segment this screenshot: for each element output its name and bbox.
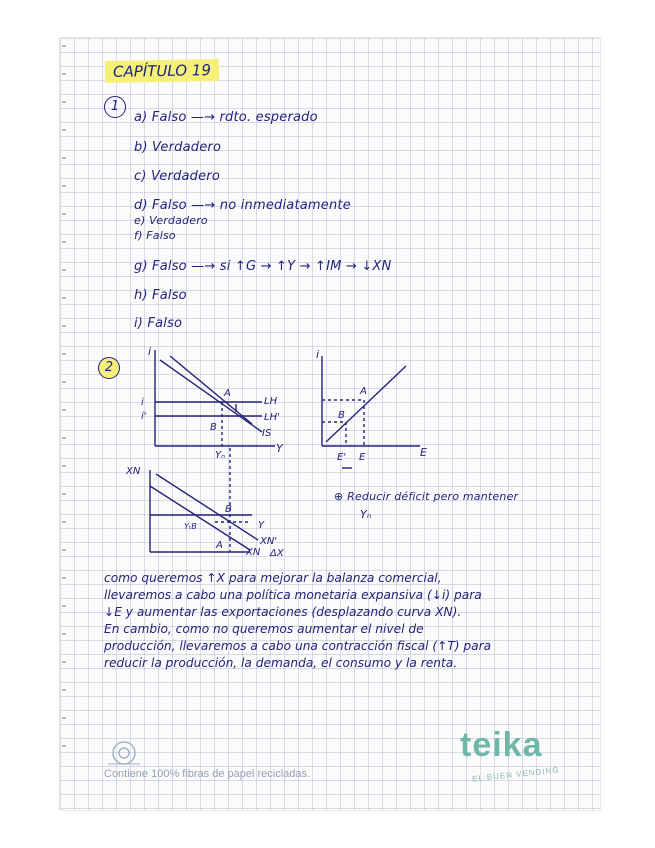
g3-label-ytb: YₜB xyxy=(184,522,197,531)
g3-label-delta-x: ΔX xyxy=(270,548,284,559)
answer-f: f) Falso xyxy=(134,229,176,242)
g3-label-xn-prime: XN' xyxy=(260,536,278,547)
answer-g: g) Falso —→ si ↑G → ↑Y → ↑IM → ↓XN xyxy=(134,259,392,274)
g2-label-a: A xyxy=(360,386,367,397)
paragraph-line: En cambio, como no queremos aumentar el nivel de xyxy=(104,622,424,636)
g1-label-b: B xyxy=(210,422,217,433)
paragraph-line: como queremos ↑X para mejorar la balanza comercial, xyxy=(104,571,442,585)
answer-a: a) Falso —→ rdto. esperado xyxy=(134,110,318,125)
answer-c: c) Verdadero xyxy=(134,169,220,184)
section-2-number: 2 xyxy=(98,357,120,379)
answer-d: d) Falso —→ no inmediatamente xyxy=(134,198,351,213)
explanation-paragraph xyxy=(104,570,594,672)
g3-label-a: A xyxy=(216,540,223,551)
g3-label-y: Y xyxy=(258,520,265,531)
g1-y-axis: i xyxy=(148,345,152,358)
note-reduce-deficit: ⊕ Reducir déficit pero mantener xyxy=(334,490,519,503)
recycled-paper-text: Contiene 100% fibras de papel recicladas. xyxy=(104,768,311,780)
g1-label-a: A xyxy=(224,388,231,399)
paragraph-line: producción, llevaremos a cabo una contracción fiscal (↑T) para xyxy=(104,639,492,653)
g1-x-axis: Y xyxy=(276,442,283,455)
g1-label-i-prime: i' xyxy=(141,411,147,422)
g3-label-xn: XN xyxy=(246,547,261,558)
recycle-logo-icon xyxy=(104,738,144,768)
answer-e: e) Verdadero xyxy=(134,214,208,227)
paragraph-line: ↓E y aumentar las exportaciones (desplazando curva XN). xyxy=(104,605,462,619)
section-1-number: 1 xyxy=(104,96,126,118)
answer-i: i) Falso xyxy=(134,316,183,331)
brand-logo: teika xyxy=(460,726,543,764)
answer-h: h) Falso xyxy=(134,288,187,303)
g2-label-e: E xyxy=(359,452,366,463)
answer-b: b) Verdadero xyxy=(134,140,222,155)
g1-label-is: IS xyxy=(262,428,272,439)
g3-y-axis: XN xyxy=(126,466,141,477)
paragraph-line: llevaremos a cabo una política monetaria expansiva (↓i) para xyxy=(104,588,482,602)
g1-label-lh-prime: LH' xyxy=(264,412,280,423)
g2-label-e-prime: E' xyxy=(337,452,347,463)
note-yn: Yₙ xyxy=(360,508,372,521)
g2-x-axis: E xyxy=(420,446,427,459)
paragraph-line: reducir la producción, la demanda, el consumo y la renta. xyxy=(104,656,458,670)
brand-tagline: EL BUEN VENDING xyxy=(471,765,560,784)
g2-y-axis: i xyxy=(316,348,320,361)
g1-label-i: i xyxy=(141,397,144,408)
g1-label-yn: Yₙ xyxy=(215,450,226,461)
chapter-title: CAPÍTULO 19 xyxy=(105,59,219,83)
g3-label-b: B xyxy=(225,504,232,515)
g1-label-lh: LH xyxy=(264,396,278,407)
g2-label-b: B xyxy=(338,410,345,421)
